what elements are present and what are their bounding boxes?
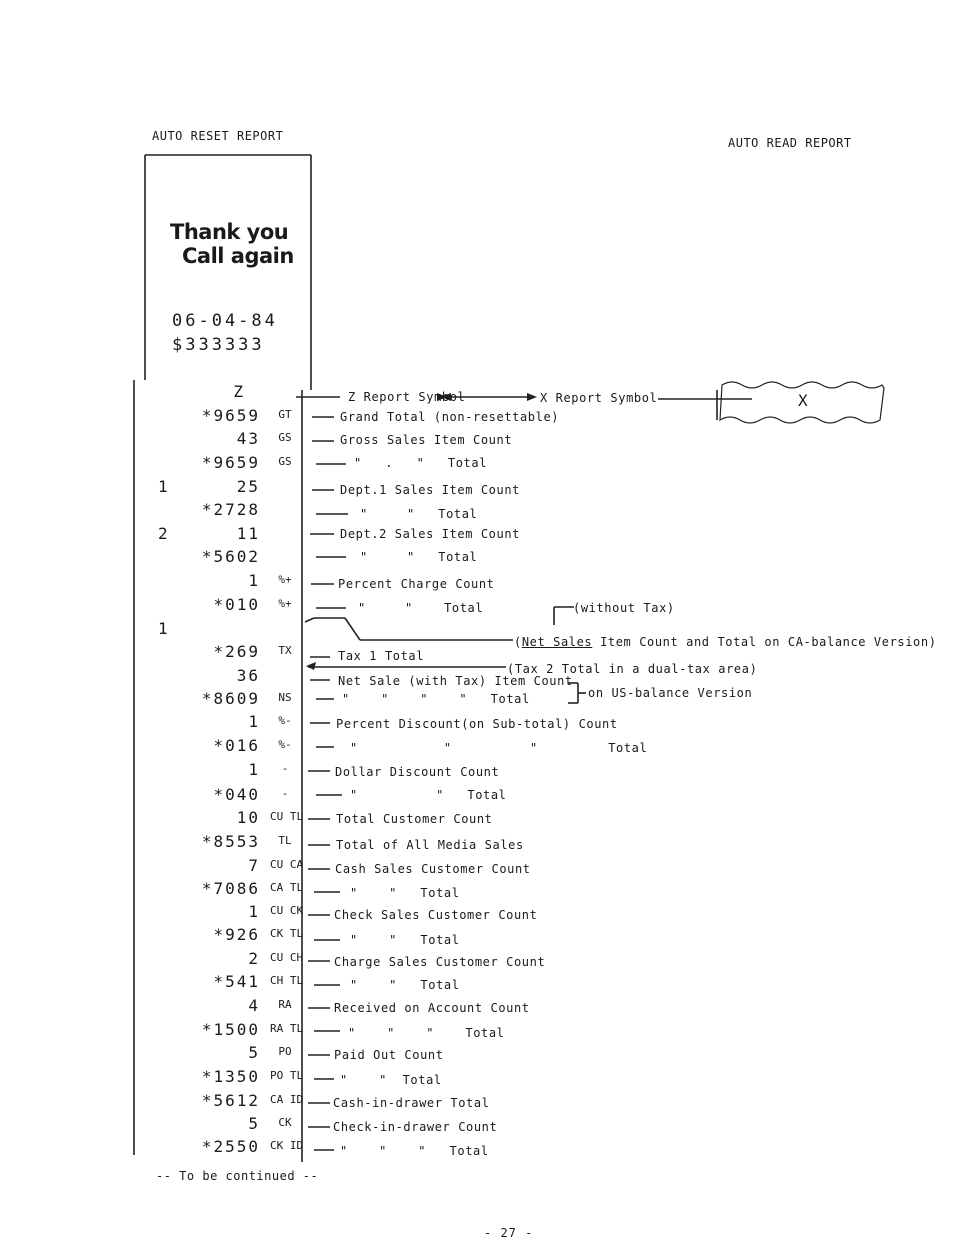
continued-note: -- To be continued -- <box>156 1169 319 1183</box>
receipt-symbol: RA <box>278 998 292 1011</box>
receipt-value: *8609 <box>201 689 260 708</box>
receipt-symbol: %- <box>278 714 292 727</box>
receipt-symbol: CK TL <box>270 927 304 940</box>
net-sales-ca-label <box>514 635 937 649</box>
gross-count-label: Gross Sales Item Count <box>340 433 513 447</box>
cid-total-label: Cash-in-drawer Total <box>333 1096 490 1110</box>
us-balance-label: on US-balance Version <box>588 686 753 700</box>
check-total-label: " " Total <box>350 933 460 947</box>
dept1-total-label: " " Total <box>360 507 478 521</box>
receipt-value: 2 <box>248 949 260 968</box>
receipt-value: 11 <box>236 524 260 543</box>
net-sales-paren: ( <box>514 635 522 649</box>
receipt-value: *269 <box>213 642 260 661</box>
dollar-disc-total-label: " " Total <box>350 788 507 802</box>
net-sales-rest: Item Count and Total on CA-balance Version) <box>592 635 937 649</box>
receipt-symbol: CA TL <box>270 881 304 894</box>
receipt-value: *2550 <box>201 1137 260 1156</box>
ra-count-label: Received on Account Count <box>334 1001 530 1015</box>
receipt-symbol: GT <box>278 408 292 421</box>
check-count-label: Check Sales Customer Count <box>334 908 538 922</box>
receipt-value: *541 <box>213 972 260 991</box>
po-count-label: Paid Out Count <box>334 1048 444 1062</box>
receipt-value: *926 <box>213 925 260 944</box>
receipt-value: 5 <box>248 1043 260 1062</box>
receipt-symbol: - <box>281 787 289 800</box>
receipt-value: 1 <box>248 760 260 779</box>
gross-total-label: " . " Total <box>354 456 488 470</box>
pct-disc-count-label: Percent Discount(on Sub-total) Count <box>336 717 618 731</box>
receipt-value: *9659 <box>201 406 260 425</box>
receipt-value: *9659 <box>201 453 260 472</box>
dept2-total-label: " " Total <box>360 550 478 564</box>
receipt-symbol: - <box>281 762 289 775</box>
receipt-symbol: GS <box>278 431 292 444</box>
tax1-total-label: Tax 1 Total <box>338 649 425 663</box>
receipt-value: *2728 <box>201 500 260 519</box>
receipt-symbol: GS <box>278 455 292 468</box>
net-sale-count-label: Net Sale (with Tax) Item Count <box>338 674 573 688</box>
receipt-symbol: TL <box>278 834 292 847</box>
without-tax-label: (without Tax) <box>573 601 675 615</box>
receipt-value: *5612 <box>201 1091 260 1110</box>
receipt-symbol: CK <box>278 1116 292 1129</box>
receipt-symbol: CK ID <box>270 1139 304 1152</box>
charge-count-label: Charge Sales Customer Count <box>334 955 546 969</box>
receipt-value: 25 <box>236 477 260 496</box>
receipt-value: Z <box>233 382 245 401</box>
receipt-symbol: NS <box>278 691 292 704</box>
grand-total-label: Grand Total (non-resettable) <box>340 410 560 424</box>
net-sale-total-label: " " " " Total <box>342 692 530 706</box>
receipt-value: 36 <box>236 666 260 685</box>
receipt-symbol: CU TL <box>270 810 304 823</box>
receipt-symbol: %- <box>278 738 292 751</box>
total-customer-label: Total Customer Count <box>336 812 493 826</box>
pct-charge-total-label: " " Total <box>358 601 484 615</box>
receipt-value: 4 <box>248 996 260 1015</box>
receipt-value: *010 <box>213 595 260 614</box>
receipt-number: $333333 <box>172 335 265 355</box>
call-again-line: Call again <box>182 244 294 268</box>
receipt-value: *8553 <box>201 832 260 851</box>
cash-count-label: Cash Sales Customer Count <box>335 862 531 876</box>
auto-reset-header: AUTO RESET REPORT <box>152 129 284 143</box>
chk-total-label: " " " Total <box>340 1144 489 1158</box>
x-symbol-label: X Report Symbol <box>540 391 658 405</box>
receipt-value: 1 <box>248 712 260 731</box>
receipt-value: *5602 <box>201 547 260 566</box>
pct-disc-total-label: " " " Total <box>350 741 648 755</box>
net-sales-underlined: Net Sales <box>521 635 593 649</box>
page-number: - 27 - <box>484 1226 534 1240</box>
receipt-symbol: CH TL <box>270 974 304 987</box>
z-symbol-label: Z Report Symbol <box>348 390 466 404</box>
receipt-value: 1 <box>248 902 260 921</box>
receipt-value: 43 <box>236 429 260 448</box>
receipt-value: *1500 <box>201 1020 260 1039</box>
receipt-value: 10 <box>236 808 260 827</box>
receipt-value: 1 <box>248 571 260 590</box>
total-media-label: Total of All Media Sales <box>336 838 524 852</box>
receipt-symbol: %+ <box>278 573 292 586</box>
charge-total-label: " " Total <box>350 978 460 992</box>
receipt-symbol: RA TL <box>270 1022 304 1035</box>
chk-count-label: Check-in-drawer Count <box>333 1120 498 1134</box>
dollar-disc-count-label: Dollar Discount Count <box>335 765 500 779</box>
receipt-value: 7 <box>248 856 260 875</box>
dept2-count-label: Dept.2 Sales Item Count <box>340 527 520 541</box>
receipt-symbol: %+ <box>278 597 292 610</box>
receipt-value: *1350 <box>201 1067 260 1086</box>
receipt-date: 06-04-84 <box>172 311 278 331</box>
receipt-dept-number: 2 <box>158 524 168 543</box>
auto-read-header: AUTO READ REPORT <box>728 136 852 150</box>
receipt-value: *040 <box>213 785 260 804</box>
thank-you-line: Thank you <box>170 220 289 244</box>
receipt-symbol: CU CK <box>270 904 304 917</box>
dept1-count-label: Dept.1 Sales Item Count <box>340 483 520 497</box>
pct-charge-count-label: Percent Charge Count <box>338 577 495 591</box>
receipt-symbol: CU CH <box>270 951 304 964</box>
x-report-char: X <box>798 391 808 410</box>
receipt-symbol: PO TL <box>270 1069 304 1082</box>
receipt-value: *7086 <box>201 879 260 898</box>
cash-total-label: " " Total <box>350 886 460 900</box>
receipt-symbol: PO <box>278 1045 292 1058</box>
receipt-symbol: CA ID <box>270 1093 304 1106</box>
receipt-symbol: CU CA <box>270 858 304 871</box>
tax2-total-label: (Tax 2 Total in a dual-tax area) <box>507 662 758 676</box>
receipt-symbol: TX <box>278 644 292 657</box>
receipt-dept-number: 1 <box>158 477 168 496</box>
ra-total-label: " " " Total <box>348 1026 505 1040</box>
receipt-value: *016 <box>213 736 260 755</box>
receipt-dept-number: 1 <box>158 619 168 638</box>
po-total-label: " " Total <box>340 1073 442 1087</box>
receipt-value: 5 <box>248 1114 260 1133</box>
